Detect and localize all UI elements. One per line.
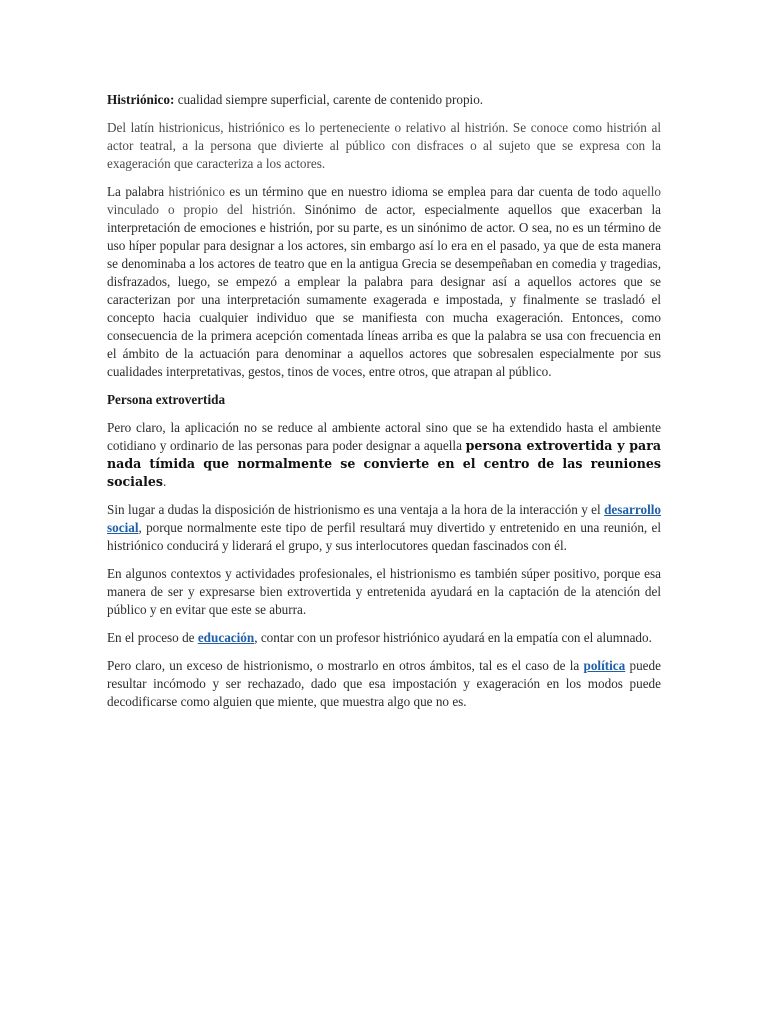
education-text-a: En el proceso de [107, 630, 198, 645]
politics-text-b: puede resultar incómodo y ser rechazado, dado que esa impostación y exageración en los modos puede decodificarse como alguien que miente, que muestra algo que no es. [107, 658, 661, 709]
educacion-link[interactable]: educación [197, 630, 255, 645]
extrovert-text-a: Pero claro, la aplicación no se reduce al ambiente actoral sino que se ha extendido hasta el ambiente cotidiano y ordinario de las personas para poder designar a aquella [107, 420, 661, 453]
usage-paragraph [107, 183, 661, 381]
extrovert-emphasis: persona extrovertida y para nada tímida que normalmente se convierte en el centro de las reuniones sociales [107, 438, 661, 489]
usage-term: histriónico [168, 184, 225, 199]
politics-paragraph [107, 657, 661, 711]
social-text-a: Sin lugar a dudas la disposición de histrionismo es una ventaja a la hora de la interacción y el [107, 502, 605, 517]
term-definition: cualidad siempre superficial, carente de contenido propio. [174, 92, 484, 107]
social-paragraph [107, 501, 661, 555]
politica-link[interactable]: política [583, 658, 626, 673]
definition-paragraph [107, 91, 661, 109]
section-heading: Persona extrovertida [107, 392, 226, 407]
usage-text-c: es un término que en nuestro idioma se emplea para dar cuenta de todo [224, 184, 623, 199]
usage-text-e: Sinónimo de actor, especialmente aquellos que exacerban la interpretación de emociones e histrión, por su parte, es un sinónimo de actor. O sea, no es un término de uso híper popular para designar a los actores, sin embargo así lo era en el pasado, ya que de esta manera se denominaba a [107, 202, 661, 271]
usage-text-a: La palabra [107, 184, 169, 199]
usage-highlight: aquello vinculado o propio del histrión. [107, 184, 661, 217]
term-label: Histriónico: [107, 92, 175, 107]
social-text-b: , porque normalmente este tipo de perfil resultará muy divertido y entretenido en una reunión, el histriónico conducirá y liderará el grupo, y sus interlocutores quedan fascinados con él. [107, 520, 661, 553]
desarrollo-social-link[interactable]: desarrollo social [107, 502, 661, 535]
education-paragraph [107, 629, 661, 647]
etymology-paragraph: Del latín histrionicus, histriónico es lo perteneciente o relativo al histrión. Se conoce como histrión al actor teatral, a la persona que divierte al público con disfraces o al sujeto que se expresa con la exageración que caracteriza a los actores. [107, 120, 661, 171]
extrovert-paragraph [107, 419, 661, 491]
usage-text-f: los actores de teatro [198, 256, 305, 271]
extrovert-text-c: . [163, 474, 167, 489]
usage-text-g: que en la antigua Grecia se desempeñaban en comedia y tragedias, disfrazados, luego, se empezó a emplear la palabra para designar así a aquellos actores que se caracterizan por una interpretación sumamente exagerada e impostada, y finalmente se trasladó el concepto hacia cualquier individuo que se manifiesta con mucha exageración. Entonces, como consecuencia de la primera acepción comentada líneas arriba es que la palabra se usa con frecuencia en el ámbito de la actuación para denominar a aquellos actores que sobresalen especialmente por sus cualidades interpretativas, gestos, tinos de voces, entre otros, que atrapan al público. [107, 256, 661, 379]
politics-text-a: Pero claro, un exceso de histrionismo, o mostrarlo en otros ámbitos, tal es el caso de la [107, 658, 584, 673]
education-text-b: , contar con un profesor histriónico ayudará en la empatía con el alumnado. [254, 630, 652, 645]
professional-paragraph: En algunos contextos y actividades profesionales, el histrionismo es también súper positivo, porque esa manera de ser y expresarse bien extrovertida y entretenida ayudará en la captación de la atención del público y en evitar que este se aburra. [107, 566, 661, 617]
document-page [107, 91, 661, 721]
